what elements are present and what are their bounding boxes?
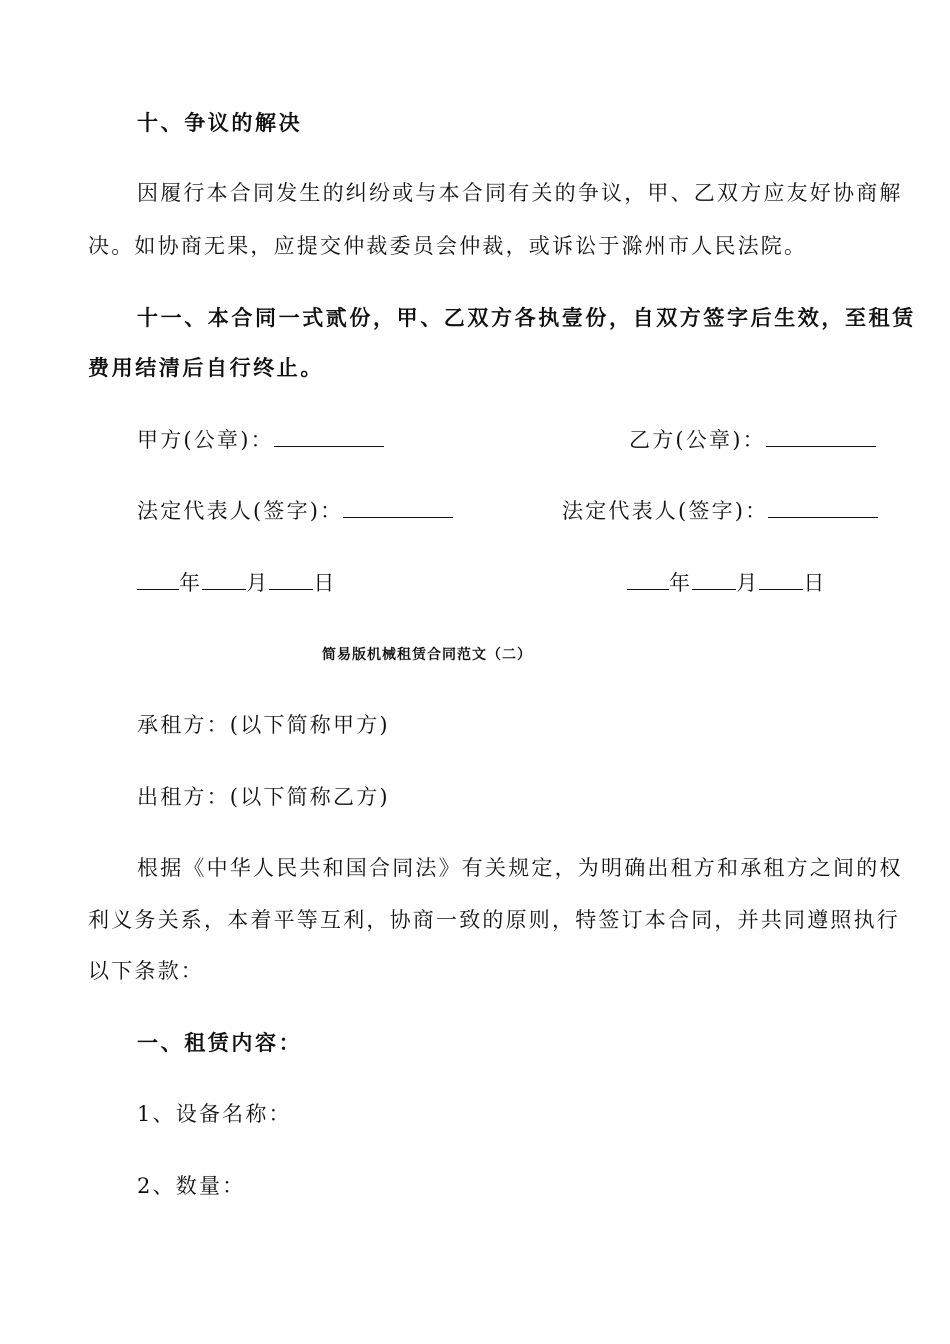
- party-b-seal-label: 乙方(公章)：: [629, 428, 766, 452]
- day-label: 日: [803, 571, 827, 595]
- legal-rep-a-field: [137, 499, 453, 522]
- section-10-paragraph-line-1: 因履行本合同发生的纠纷或与本合同有关的争议，甲、乙双方应友好协商解: [137, 181, 903, 205]
- month-label: 月: [246, 571, 270, 595]
- section-11-line-2: 费用结清后自行终止。: [88, 355, 324, 380]
- section-11-line-1: 十一、本合同一式贰份，甲、乙双方各执壹份，自双方签字后生效，至租赁: [137, 305, 916, 330]
- section-10-paragraph-line-2: 决。如协商无果，应提交仲裁委员会仲裁，或诉讼于滁州市人民法院。: [88, 234, 808, 258]
- legal-rep-b-field: [562, 499, 878, 522]
- date-field-b: [627, 571, 827, 594]
- party-a-seal-label: 甲方(公章)：: [137, 428, 274, 452]
- lessee-line: 承租方：(以下简称甲方): [137, 713, 390, 737]
- day-label: 日: [313, 571, 337, 595]
- month-blank: [692, 571, 736, 590]
- legal-rep-a-label: 法定代表人(签字)：: [137, 499, 344, 523]
- intro-line-1: 根据《中华人民共和国合同法》有关规定，为明确出租方和承租方之间的权: [137, 856, 903, 880]
- year-label: 年: [179, 571, 203, 595]
- legal-rep-b-blank: [768, 499, 878, 518]
- legal-rep-b-label: 法定代表人(签字)：: [562, 499, 769, 523]
- second-document-title: 简易版机械租赁合同范文（二）: [322, 647, 532, 663]
- party-a-seal-field: [137, 428, 384, 451]
- item-1-equipment-name: 1、设备名称：: [137, 1102, 292, 1126]
- section-10-heading: 十、争议的解决: [137, 110, 303, 135]
- lessor-line: 出租方：(以下简称乙方): [137, 785, 390, 809]
- item-2-quantity: 2、数量：: [137, 1174, 246, 1198]
- year-blank: [137, 571, 179, 590]
- intro-line-2: 利义务关系，本着平等互利，协商一致的原则，特签订本合同，并共同遵照执行: [88, 908, 900, 932]
- intro-line-3: 以下条款：: [88, 959, 204, 983]
- day-blank: [759, 571, 803, 590]
- year-blank: [627, 571, 669, 590]
- legal-rep-a-blank: [343, 499, 453, 518]
- date-field-a: [137, 571, 337, 594]
- year-label: 年: [669, 571, 693, 595]
- party-a-seal-blank: [274, 428, 384, 447]
- month-label: 月: [736, 571, 760, 595]
- month-blank: [202, 571, 246, 590]
- day-blank: [269, 571, 313, 590]
- party-b-seal-blank: [766, 428, 876, 447]
- party-b-seal-field: [629, 428, 876, 451]
- section-1-heading: 一、租赁内容：: [137, 1030, 303, 1055]
